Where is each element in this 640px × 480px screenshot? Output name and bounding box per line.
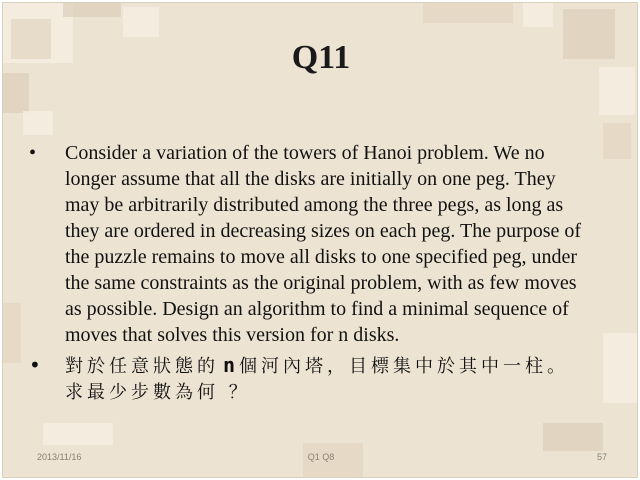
bullet-marker: • (29, 353, 45, 377)
background-tile (603, 333, 637, 403)
background-tile (63, 3, 121, 17)
background-tile (23, 111, 53, 135)
slide (2, 2, 638, 478)
background-tile (43, 423, 113, 445)
background-tile (523, 3, 553, 27)
bullet-text-part2: 個河內塔，目標集中於其中一柱。 (239, 356, 570, 377)
background-tile (603, 123, 631, 159)
footer-page-number: 57 (596, 452, 607, 462)
background-tile (423, 3, 513, 23)
bullet-marker: • (29, 142, 37, 164)
bullet-text: Consider a variation of the towers of Hanoi problem. We no longer assume that all the disks are initially on one peg. They may be arbitrarily distributed among the three pegs, as long as they are ordered in decreasing sizes on each peg. The purpose of the puzzle remains to move all disks to one specified peg, under the same constraints as the original problem, with as few moves as possible. Design an algorithm to find a minimal sequence of moves that solves this version for n disks. (65, 142, 582, 346)
bullet-text-part1: 對於任意狀態的 (65, 356, 219, 377)
background-tile (543, 423, 603, 451)
background-tile (3, 303, 21, 363)
bullet-text-line2: 求最少步數為何 ？ (65, 382, 251, 403)
variable-n: n (223, 353, 236, 377)
background-tile (123, 7, 159, 37)
footer-label: Q1 Q8 (307, 452, 335, 462)
footer-date: 2013/11/16 (37, 452, 82, 462)
slide-title: Q11 (291, 39, 351, 76)
bullet-item-chinese (25, 352, 595, 406)
background-tile (3, 73, 29, 113)
bullet-item (25, 140, 595, 348)
slide-body (25, 140, 595, 406)
